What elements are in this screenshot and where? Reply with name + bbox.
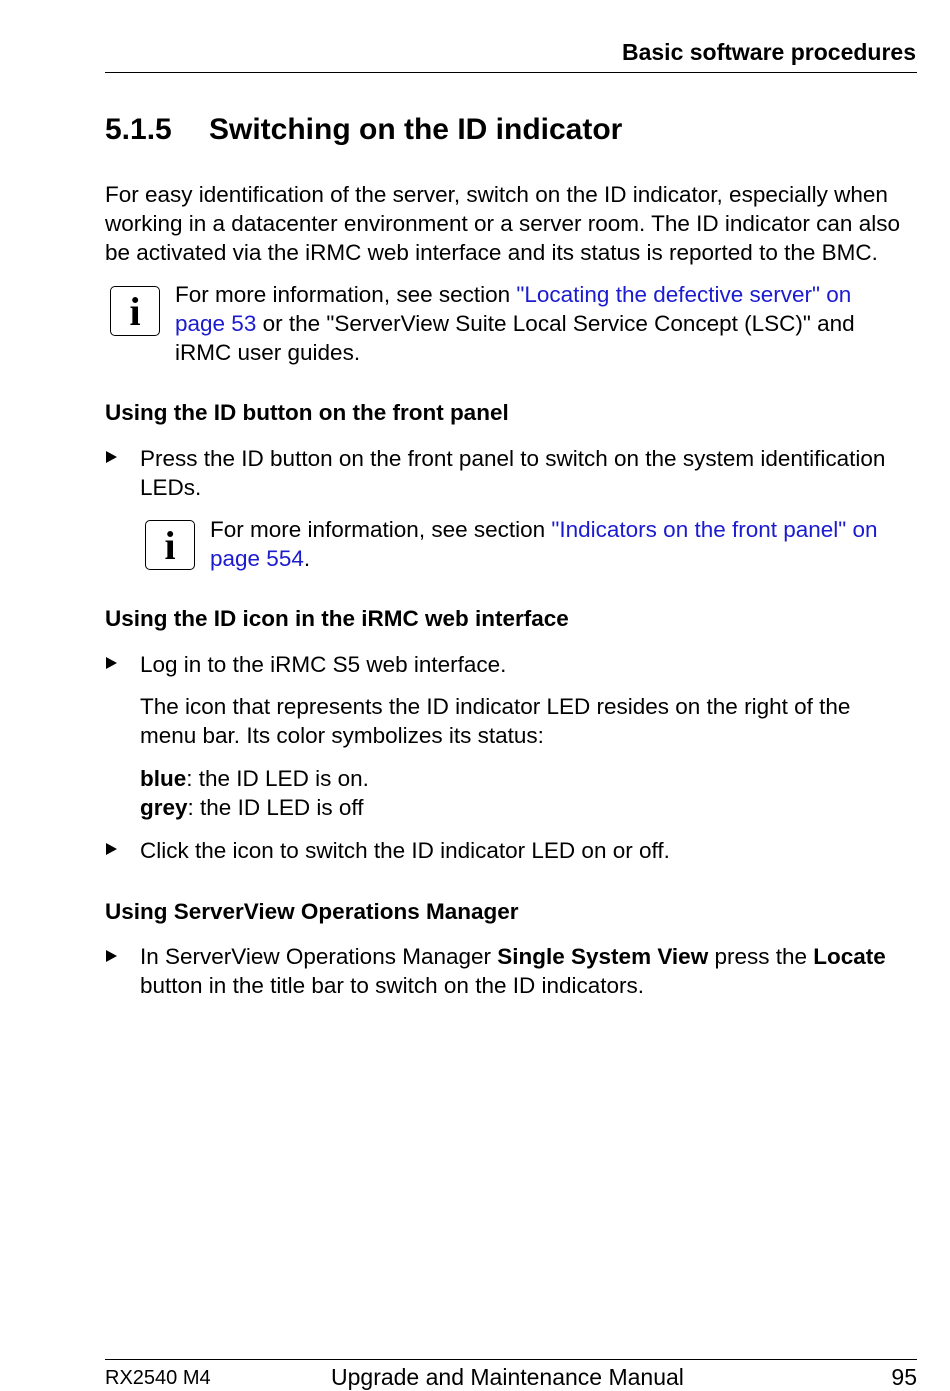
section-title [105, 113, 622, 147]
footer-model: RX2540 M4 [105, 1367, 211, 1389]
note1-line-2 [175, 309, 855, 338]
step-id-button-line-1: Press the ID button on the front panel to switch on the system identification [140, 446, 886, 471]
note1-link[interactable]: "Locating the defective server" on [516, 282, 852, 307]
bullet-arrow-icon [106, 657, 117, 669]
irmc-desc-line-2: menu bar. Its color symbolizes its status: [140, 723, 544, 748]
footer-rule [105, 1359, 917, 1360]
note2-text: For more information, see section [210, 517, 552, 542]
footer-title: Upgrade and Maintenance Manual [331, 1364, 684, 1390]
step-operations-manager-line-2: button in the title bar to switch on the ID indicators. [140, 973, 645, 998]
note1-line-1 [175, 280, 851, 309]
bullet-arrow-icon [106, 451, 117, 463]
status-grey-desc: : the ID LED is off [187, 795, 364, 820]
note2-link[interactable]: "Indicators on the front panel" on [551, 517, 878, 542]
irmc-desc-line-1: The icon that represents the ID indicator LED resides on the right of the [140, 694, 851, 719]
step-om-bold-2: Locate [813, 944, 886, 969]
note1-link-page[interactable]: page 53 [175, 311, 257, 336]
status-blue-term: blue [140, 766, 187, 791]
subheading-id-button: Using the ID button on the front panel [105, 400, 509, 425]
running-header: Basic software procedures [621, 39, 916, 65]
section-number: 5.1.5 [105, 113, 172, 146]
step-irmc-login: Log in to the iRMC S5 web interface. [140, 652, 507, 677]
note1-text: For more information, see section [175, 282, 517, 307]
info-icon: i [145, 520, 195, 570]
intro-line-2: working in a datacenter environment or a server room. The ID indicator can also [105, 211, 900, 236]
note1-line-3: iRMC user guides. [175, 340, 361, 365]
note2-line-2 [210, 544, 310, 573]
note1-text-2: or the "ServerView Suite Local Service Concept (LSC)" and [256, 311, 855, 336]
intro-line-3: be activated via the iRMC web interface and its status is reported to the BMC. [105, 240, 878, 265]
info-icon: i [110, 286, 160, 336]
subheading-irmc: Using the ID icon in the iRMC web interface [105, 606, 569, 631]
note2-link-page[interactable]: page 554 [210, 546, 304, 571]
step-operations-manager-line-1 [140, 942, 886, 971]
status-blue-desc: : the ID LED is on. [186, 766, 369, 791]
intro-line-1: For easy identification of the server, switch on the ID indicator, especially when [105, 182, 888, 207]
bullet-arrow-icon [106, 843, 117, 855]
header-rule [105, 72, 917, 73]
page-number: 95 [891, 1364, 917, 1390]
section-title-text: Switching on the ID indicator [209, 113, 623, 146]
step-om-bold-1: Single System View [497, 944, 709, 969]
step-id-button-line-2: LEDs. [140, 475, 202, 500]
step-om-mid: press the [708, 944, 814, 969]
step-om-pre: In ServerView Operations Manager [140, 944, 498, 969]
status-grey-term: grey [140, 795, 188, 820]
note2-line-1 [210, 515, 878, 544]
status-grey [140, 793, 363, 822]
bullet-arrow-icon [106, 950, 117, 962]
subheading-operations-manager: Using ServerView Operations Manager [105, 899, 519, 924]
note2-period: . [303, 546, 311, 571]
status-blue [140, 764, 369, 793]
step-click-icon: Click the icon to switch the ID indicator LED on or off. [140, 838, 670, 863]
